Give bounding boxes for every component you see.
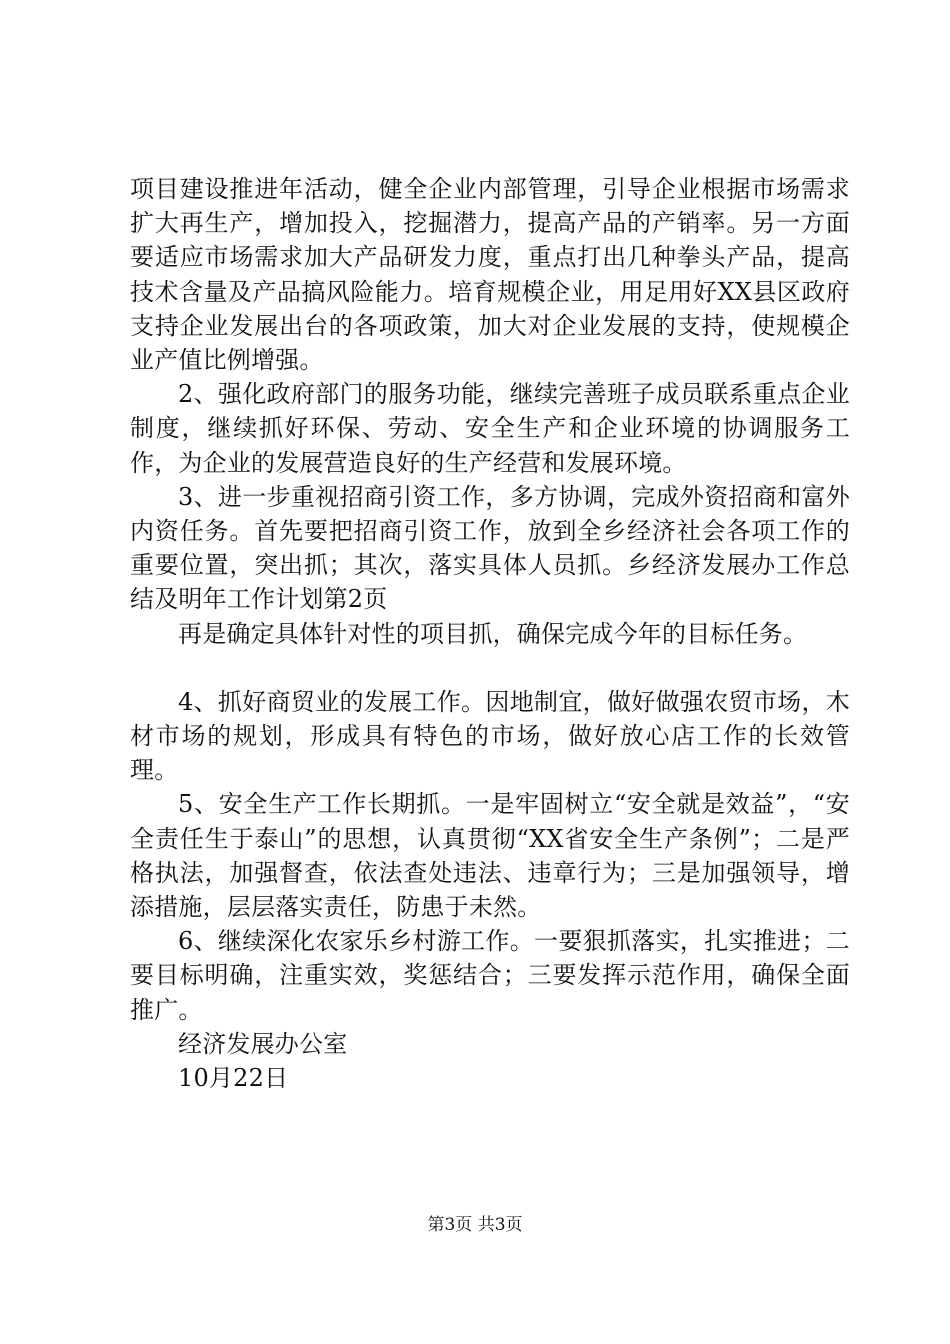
paragraph-item-2: 2、强化政府部门的服务功能，继续完善班子成员联系重点企业制度，继续抓好环保、劳动、安全生产和企业环境的协调服务工作，为企业的发展营造良好的生产经营和发展环境。	[130, 380, 850, 477]
page-footer: 第3页 共3页	[427, 1215, 523, 1235]
signature-office: 经济发展办公室	[178, 1029, 348, 1058]
paragraph-item-4: 4、抓好商贸业的发展工作。因地制宜，做好做强农贸市场，木材市场的规划，形成具有特色的市场，做好放心店工作的长效管理。	[130, 687, 850, 785]
paragraph-spacer	[130, 651, 850, 685]
paragraph-project-construction: 项目建设推进年活动，健全企业内部管理，引导企业根据市场需求扩大再生产，增加投入，挖掘潜力，提高产品的产销率。另一方面要适应市场需求加大产品研发力度，重点打出几种拳头产品，提高技术含量及产品搞风险能力。培育规模企业，用足用好XX县区政府支持企业发展出台的各项政策，加大对企业发展的支持，使规模企业产值比例增强。	[130, 175, 850, 375]
paragraph-item-3: 3、进一步重视招商引资工作，多方协调，完成外资招商和富外内资任务。首先要把招商引资工作，放到全乡经济社会各项工作的重要位置，突出抓；其次，落实具体人员抓。乡经济发展办工作总结及明年工作计划第2页	[130, 482, 850, 614]
paragraph-item-3-continued: 再是确定具体针对性的项目抓，确保完成今年的目标任务。	[178, 619, 808, 648]
document-body	[130, 172, 850, 1095]
paragraph-item-5: 5、安全生产工作长期抓。一是牢固树立“安全就是效益”，“安全责任生于泰山”的思想，认真贯彻“XX省安全生产条例”；二是严格执法，加强督查，依法查处违法、违章行为；三是加强领导，增添措施，层层落实责任，防患于未然。	[130, 790, 850, 922]
signature-date: 10月22日	[178, 1064, 289, 1093]
paragraph-item-6: 6、继续深化农家乐乡村游工作。一要狠抓落实，扎实推进；二要目标明确，注重实效，奖惩结合；三要发挥示范作用，确保全面推广。	[130, 927, 850, 1024]
